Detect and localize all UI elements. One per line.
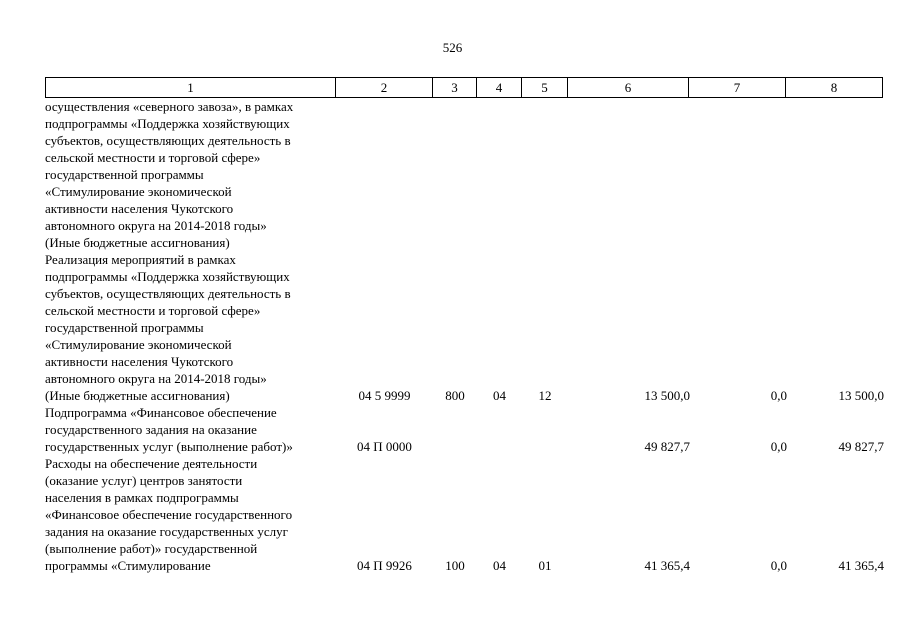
budget-table-body bbox=[45, 98, 884, 574]
row-col-5: 01 bbox=[538, 558, 552, 573]
row-col-7: 0,0 bbox=[770, 439, 787, 454]
row-description: осуществления «северного завоза», в рамках подпрограммы «Поддержка хозяйствующих субъектов, осуществляющих деятельность в сельской местности и торговой сфере» государственной программы «Стимулирование экономической активности населения Чукотского автономного округа на 2014-2018 годы» (Иные бюджетные ассигнования) bbox=[45, 99, 294, 250]
row-col-6: 13 500,0 bbox=[644, 388, 690, 403]
row-code: 04 П 9926 bbox=[357, 558, 412, 573]
row-col-3: 100 bbox=[445, 558, 465, 573]
row-col-4: 04 bbox=[493, 388, 506, 403]
row-description: Расходы на обеспечение деятельности (оказание услуг) центров занятости населения в рамках подпрограммы «Финансовое обеспечение государственного задания на оказание государственных услуг (выполнение работ)» государственной программы «Стимулирование bbox=[45, 456, 293, 573]
column-header-1: 1 bbox=[46, 78, 336, 98]
row-col-3: 800 bbox=[445, 388, 465, 403]
table-row bbox=[45, 455, 884, 574]
column-header-6: 6 bbox=[568, 78, 689, 98]
row-col-6: 41 365,4 bbox=[644, 558, 690, 573]
column-header-7: 7 bbox=[689, 78, 786, 98]
column-header-row bbox=[45, 77, 883, 98]
row-col-5: 12 bbox=[538, 388, 552, 403]
row-col-8: 49 827,7 bbox=[838, 439, 884, 454]
row-code: 04 П 0000 bbox=[357, 439, 412, 454]
column-header-3: 3 bbox=[433, 78, 477, 98]
row-col-7: 0,0 bbox=[770, 558, 787, 573]
table-row bbox=[45, 251, 884, 404]
row-description: Реализация мероприятий в рамках подпрограммы «Поддержка хозяйствующих субъектов, осуществляющих деятельность в сельской местности и торговой сфере» государственной программы «Стимулирование экономической активности населения Чукотского автономного округа на 2014-2018 годы» (Иные бюджетные ассигнования) bbox=[45, 252, 291, 403]
column-header-8: 8 bbox=[786, 78, 883, 98]
row-col-7: 0,0 bbox=[770, 388, 787, 403]
row-col-8: 13 500,0 bbox=[838, 388, 884, 403]
column-header-5: 5 bbox=[522, 78, 568, 98]
row-col-6: 49 827,7 bbox=[644, 439, 690, 454]
row-description: Подпрограмма «Финансовое обеспечение государственного задания на оказание государственных услуг (выполнение работ)» bbox=[45, 405, 293, 454]
column-header-2: 2 bbox=[336, 78, 433, 98]
table-row bbox=[45, 98, 865, 251]
row-code: 04 5 9999 bbox=[358, 388, 411, 403]
row-col-4: 04 bbox=[493, 558, 506, 573]
page-number: 526 bbox=[442, 40, 463, 55]
column-header-4: 4 bbox=[477, 78, 522, 98]
row-col-8: 41 365,4 bbox=[838, 558, 884, 573]
table-row bbox=[45, 404, 884, 455]
